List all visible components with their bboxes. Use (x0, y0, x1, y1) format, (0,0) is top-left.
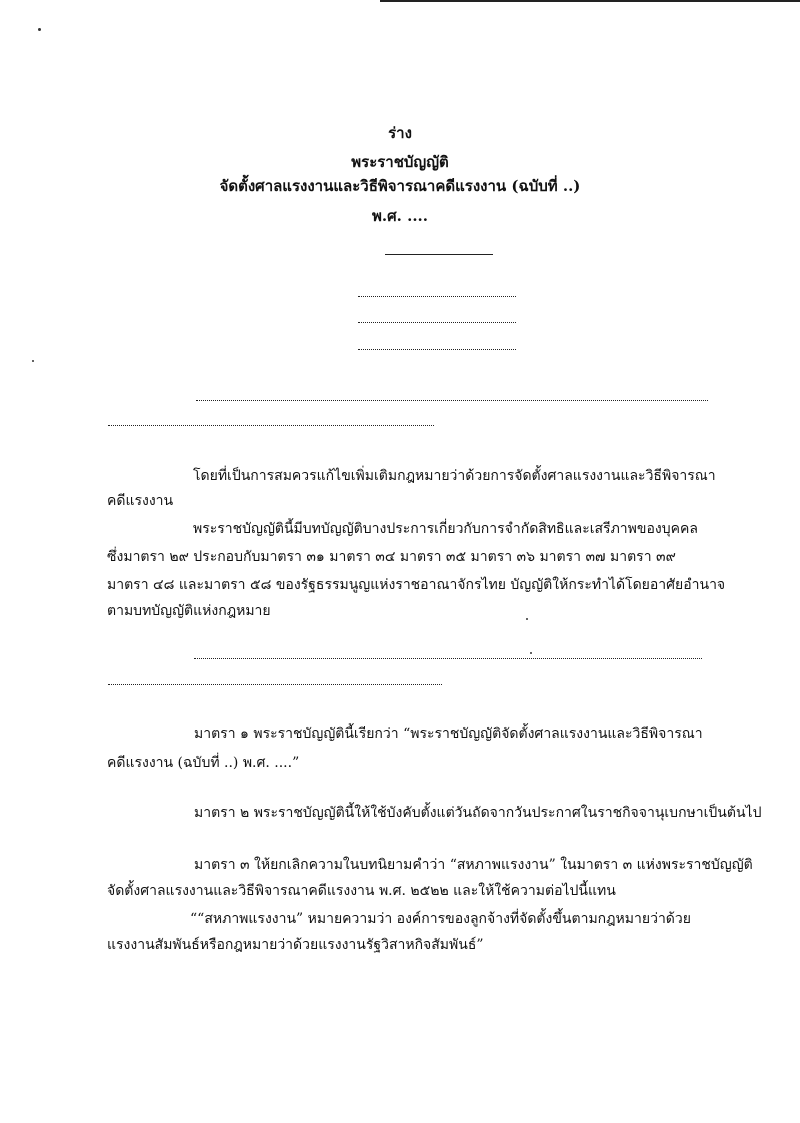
preamble-line: คดีแรงงาน (107, 493, 174, 509)
act-heading: พระราชบัญญัติ (351, 153, 449, 171)
section-3-line: มาตรา ๓ ให้ยกเลิกความในบทนิยามคำว่า “สหภาพแรงงาน” ในมาตรา ๓ แห่งพระราชบัญญัติ (194, 857, 753, 873)
dotted-line (358, 322, 516, 323)
section-3-line: แรงงานสัมพันธ์หรือกฎหมายว่าด้วยแรงงานรัฐวิสาหกิจสัมพันธ์” (107, 937, 484, 953)
preamble-line: มาตรา ๔๘ และมาตรา ๕๘ ของรัฐธรรมนูญแห่งราชอาณาจักรไทย บัญญัติให้กระทำได้โดยอาศัยอำนาจ (107, 577, 726, 593)
preamble-line: โดยที่เป็นการสมควรแก้ไขเพิ่มเติมกฎหมายว่าด้วยการจัดตั้งศาลแรงงานและวิธีพิจารณา (193, 468, 716, 484)
draft-label: ร่าง (388, 124, 412, 142)
preamble-line: ซึ่งมาตรา ๒๙ ประกอบกับมาตรา ๓๑ มาตรา ๓๔ มาตรา ๓๕ มาตรา ๓๖ มาตรา ๓๗ มาตรา ๓๙ (107, 549, 676, 565)
section-2-line: มาตรา ๒ พระราชบัญญัตินี้ให้ใช้บังคับตั้งแต่วันถัดจากวันประกาศในราชกิจจานุเบกษาเป็นต้นไป (194, 805, 762, 821)
scan-edge-line (380, 0, 800, 2)
dotted-line (358, 296, 516, 297)
dotted-line (358, 349, 516, 350)
title-underline (385, 254, 493, 255)
preamble-line: ตามบทบัญญัติแห่งกฎหมาย (107, 603, 271, 619)
preamble-line: พระราชบัญญัตินี้มีบทบัญญัติบางประการเกี่ยวกับการจำกัดสิทธิและเสรีภาพของบุคคล (193, 521, 698, 537)
act-year: พ.ศ. .... (372, 207, 428, 225)
act-title: จัดตั้งศาลแรงงานและวิธีพิจารณาคดีแรงงาน (ฉบับที่ ..) (219, 177, 581, 195)
dotted-line (194, 658, 702, 659)
scan-speck (32, 360, 34, 362)
scan-speck (526, 618, 528, 620)
section-3-line: ““สหภาพแรงงาน” หมายความว่า องค์การของลูกจ้างที่จัดตั้งขึ้นตามกฎหมายว่าด้วย (190, 911, 691, 927)
dotted-line (108, 684, 442, 685)
dotted-line (108, 425, 434, 426)
scan-speck (530, 652, 532, 654)
section-1-line: มาตรา ๑ พระราชบัญญัตินี้เรียกว่า “พระราชบัญญัติจัดตั้งศาลแรงงานและวิธีพิจารณา (194, 726, 703, 742)
dotted-line (196, 400, 708, 401)
scan-speck (38, 28, 41, 31)
section-1-line: คดีแรงงาน (ฉบับที่ ..) พ.ศ. ....” (107, 755, 300, 771)
section-3-line: จัดตั้งศาลแรงงานและวิธีพิจารณาคดีแรงงาน พ.ศ. ๒๕๒๒ และให้ใช้ความต่อไปนี้แทน (107, 883, 616, 899)
